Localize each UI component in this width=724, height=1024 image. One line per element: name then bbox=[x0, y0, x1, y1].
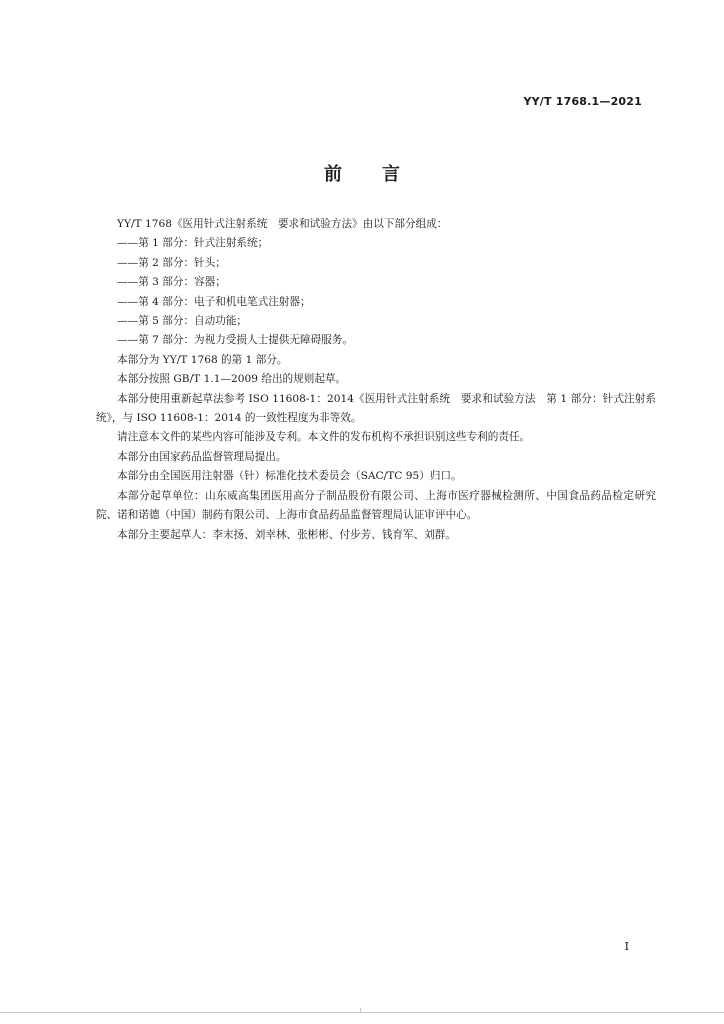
paragraph: 本部分使用重新起草法参考 ISO 11608-1：2014《医用针式注射系统 要求和试验方法 第 1 部分：针式注射系统》，与 ISO 11608-1：2014 的一致性程度为非等效。 bbox=[96, 392, 656, 425]
page-title: 前言 bbox=[324, 164, 440, 185]
paragraph: 本部分由国家药品监督管理局提出。 bbox=[117, 450, 287, 463]
list-item: ——第 1 部分：针式注射系统； bbox=[117, 237, 269, 250]
paragraph: 本部分起草单位：山东威高集团医用高分子制品股份有限公司、上海市医疗器械检测所、中国食品药品检定研究院、诺和诺德（中国）制药有限公司、上海市食品药品监督管理局认证审评中心。 bbox=[96, 489, 656, 522]
page-number: I bbox=[624, 940, 629, 953]
paragraph: 本部分由全国医用注射器（针）标准化技术委员会（SAC/TC 95）归口。 bbox=[117, 470, 462, 483]
bottom-divider-tick bbox=[360, 1008, 365, 1012]
list-item: ——第 7 部分：为视力受损人士提供无障碍服务。 bbox=[117, 334, 353, 347]
list-item: ——第 2 部分：针头； bbox=[117, 256, 226, 269]
paragraph: 请注意本文件的某些内容可能涉及专利。本文件的发布机构不承担识别这些专利的责任。 bbox=[117, 431, 531, 444]
list-item: ——第 5 部分：自动功能； bbox=[117, 315, 248, 328]
list-item: ——第 3 部分：容器； bbox=[117, 276, 226, 289]
paragraph: YY/T 1768《医用针式注射系统 要求和试验方法》由以下部分组成： bbox=[117, 218, 448, 230]
paragraph: 本部分为 YY/T 1768 的第 1 部分。 bbox=[117, 353, 288, 366]
list-item: ——第 4 部分：电子和机电笔式注射器； bbox=[117, 295, 311, 308]
paragraph: 本部分主要起草人：李末扬、刘幸林、张彬彬、付步芳、钱育军、刘群。 bbox=[117, 528, 456, 541]
paragraph: 本部分按照 GB/T 1.1—2009 给出的规则起草。 bbox=[117, 373, 347, 386]
standard-code: YY/T 1768.1—2021 bbox=[523, 95, 642, 108]
document-body bbox=[96, 215, 656, 545]
bottom-divider bbox=[0, 1012, 724, 1013]
